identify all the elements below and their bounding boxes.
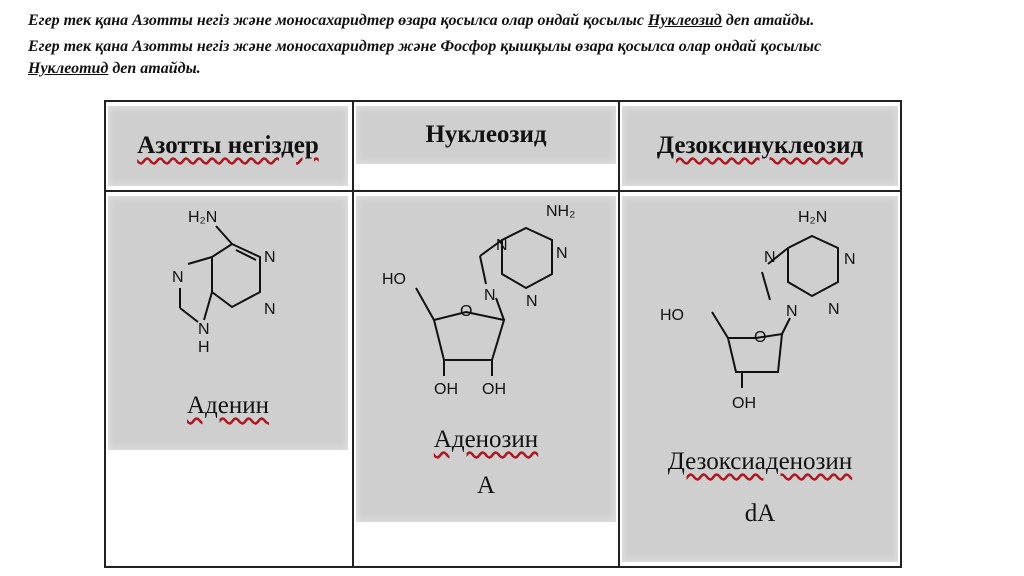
deoxyadenosine-structure-icon [652, 202, 872, 422]
table-col-divider-2 [618, 100, 620, 568]
nucleoside-table [104, 100, 904, 570]
svg-text:N: N [198, 321, 210, 338]
code-deoxyadenosine: dA [744, 500, 776, 527]
svg-text:N: N [264, 249, 276, 266]
table-border-top [104, 100, 900, 102]
cell-adenine [108, 196, 348, 450]
svg-text:HO: HO [382, 271, 406, 288]
intro-text [28, 10, 1008, 84]
svg-text:N: N [828, 301, 840, 318]
table-row-divider [104, 190, 900, 192]
cell-adenosine [356, 196, 616, 522]
svg-text:N: N [844, 251, 856, 268]
svg-text:N: N [496, 237, 508, 254]
intro-line-2: Егер тек қана Азотты негіз және моносахаридтер және Фосфор қышқылы өзара қосылса олар ондай қосылыс Нуклеотид деп атайды. [28, 38, 822, 77]
intro-line-1: Егер тек қана Азотты негіз және моносахаридтер өзара қосылса олар ондай қосылыс Нуклеозид деп атайды. [28, 12, 815, 29]
cell-deoxyadenosine [622, 196, 898, 562]
header-nucleoside: Нуклеозид [356, 106, 616, 164]
term-nucleotide: Нуклеотид [28, 60, 109, 77]
svg-text:OH: OH [434, 381, 458, 398]
svg-text:HO: HO [660, 307, 684, 324]
svg-text:O: O [460, 303, 473, 320]
table-border-left [104, 100, 106, 568]
svg-text:N: N [172, 269, 184, 286]
svg-text:O: O [754, 329, 767, 346]
svg-text:H₂N: H₂N [798, 209, 828, 226]
svg-text:N: N [556, 245, 568, 262]
name-adenosine: Аденозин [433, 426, 539, 453]
svg-text:OH: OH [482, 381, 506, 398]
code-adenosine: A [476, 472, 496, 499]
adenine-structure-icon [168, 202, 298, 362]
table-border-right [900, 100, 902, 568]
name-deoxyadenosine: Дезоксиаденозин [667, 448, 853, 475]
svg-text:N: N [484, 287, 496, 304]
term-nucleoside: Нуклеозид [647, 12, 722, 29]
header-nitrogenous-bases: Азотты негіздер [108, 106, 348, 186]
svg-text:NH₂: NH₂ [546, 203, 576, 220]
svg-text:N: N [786, 303, 798, 320]
svg-text:N: N [764, 249, 776, 266]
svg-text:N: N [264, 301, 276, 318]
table-border-bottom [104, 566, 900, 568]
svg-text:OH: OH [732, 395, 756, 412]
table-col-divider-1 [352, 100, 354, 568]
name-adenine: Аденин [186, 392, 269, 419]
adenosine-structure-icon [376, 200, 596, 400]
svg-text:H: H [198, 339, 210, 356]
svg-text:H₂N: H₂N [188, 209, 218, 226]
header-deoxynucleoside: Дезоксинуклеозид [622, 106, 898, 186]
svg-text:N: N [526, 293, 538, 310]
